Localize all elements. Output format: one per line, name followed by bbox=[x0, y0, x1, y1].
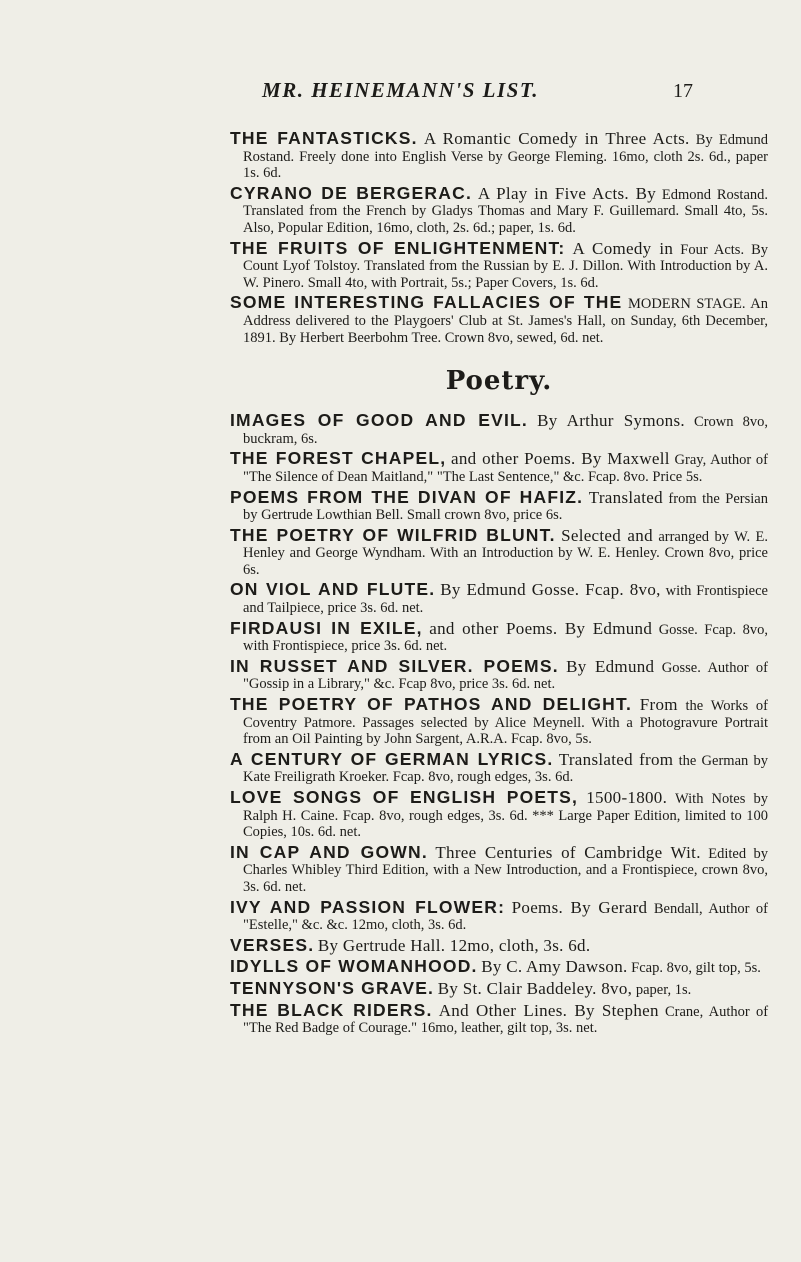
catalogue-entry bbox=[230, 292, 768, 346]
entry-title-trail: and other Poems. By Maxwell bbox=[451, 449, 670, 469]
page-number: 17 bbox=[673, 80, 693, 102]
entry-description: Edmond Rostand. Translated from the French by Gladys Thomas and Mary F. Guillemard. Small 4to, 5s. Also, Popular Edition, 16mo, cloth, 2s. 6d.; paper, 1s. 6d. bbox=[243, 186, 769, 236]
entry-title: SOME INTERESTING FALLACIES OF THE bbox=[230, 292, 623, 313]
entry-title: TENNYSON'S GRAVE. bbox=[230, 977, 435, 998]
entry-title: THE FOREST CHAPEL, bbox=[230, 448, 447, 469]
entry-description: Crane, Author of "The Red Badge of Courage." 16mo, leather, gilt top, 3s. net. bbox=[243, 1003, 769, 1037]
entry-title: THE FRUITS OF ENLIGHTENMENT: bbox=[230, 237, 566, 258]
catalogue-entry bbox=[230, 410, 768, 447]
catalogue-entry bbox=[230, 897, 768, 934]
entry-title-trail: Translated bbox=[588, 487, 663, 507]
catalogue-entry bbox=[230, 787, 768, 841]
entry-title-trail: Three Centuries of Cambridge Wit. bbox=[435, 842, 701, 862]
catalogue-entry bbox=[230, 525, 768, 579]
catalogue-entry bbox=[230, 978, 768, 999]
catalogue-entry bbox=[230, 618, 768, 655]
entry-description: Gray, Author of "The Silence of Dean Maitland," "The Last Sentence," &c. Fcap. 8vo. Price 5s. bbox=[243, 452, 769, 485]
entry-title-trail: From bbox=[639, 695, 678, 715]
catalogue-entry bbox=[230, 238, 768, 292]
drama-section bbox=[230, 128, 768, 346]
catalogue-entry bbox=[230, 1000, 768, 1037]
catalogue-entry bbox=[230, 656, 768, 693]
entry-description: the German by Kate Freiligrath Kroeker. Fcap. 8vo, rough edges, 3s. 6d. bbox=[243, 752, 769, 786]
catalogue-entry bbox=[230, 749, 768, 786]
entry-title: CYRANO DE BERGERAC. bbox=[230, 182, 473, 203]
entry-title: THE POETRY OF PATHOS AND DELIGHT. bbox=[230, 694, 633, 715]
entry-description: from the Persian by Gertrude Lowthian Bell. Small crown 8vo, price 6s. bbox=[243, 490, 768, 524]
entry-description: arranged by W. E. Henley and George Wyndham. With an Introduction by W. E. Henley. Crown 8vo, price 6s. bbox=[243, 528, 769, 578]
entry-title-trail: and other Poems. By Edmund bbox=[429, 618, 653, 638]
entry-title-trail: And Other Lines. By Stephen bbox=[438, 1000, 659, 1020]
entry-title: ON VIOL AND FLUTE. bbox=[230, 579, 436, 600]
entry-title-trail: By St. Clair Baddeley. 8vo, bbox=[437, 978, 633, 998]
entry-description: Gosse. Author of "Gossip in a Library," &c. Fcap 8vo, price 3s. 6d. net. bbox=[243, 659, 768, 693]
entry-description: Edited by Charles Whibley Third Edition, with a New Introduction, and a Frontispiece, crown 8vo, 3s. 6d. net. bbox=[243, 845, 769, 895]
entry-title: FIRDAUSI IN EXILE, bbox=[230, 617, 423, 638]
section-heading-poetry: Poetry. bbox=[445, 366, 553, 397]
entry-title: VERSES. bbox=[230, 934, 315, 955]
entry-title: LOVE SONGS OF ENGLISH POETS, bbox=[230, 787, 579, 807]
entry-title: IN CAP AND GOWN. bbox=[230, 841, 428, 862]
entry-description: Gosse. Fcap. 8vo, with Frontispiece, price 3s. 6d. net. bbox=[243, 621, 768, 655]
entry-title: IVY AND PASSION FLOWER: bbox=[230, 896, 506, 917]
entry-title-trail: Poems. By Gerard bbox=[511, 897, 648, 917]
entry-description: With Notes by Ralph H. Caine. Fcap. 8vo, rough edges, 3s. 6d. *** Large Paper Edition, limited to 100 Copies, 10s. 6d. net. bbox=[243, 791, 768, 841]
entry-description: paper, 1s. bbox=[635, 981, 692, 998]
entry-description: Fcap. 8vo, gilt top, 5s. bbox=[631, 960, 761, 977]
entry-description: Crown 8vo, buckram, 6s. bbox=[243, 414, 768, 447]
entry-title-trail: By C. Amy Dawson. bbox=[481, 957, 628, 977]
entry-title-trail: A Romantic Comedy in Three Acts. bbox=[423, 129, 690, 148]
entry-title: THE BLACK RIDERS. bbox=[230, 999, 433, 1020]
catalogue-entry bbox=[230, 128, 768, 182]
entry-description: Bendall, Author of "Estelle," &c. &c. 12mo, cloth, 3s. 6d. bbox=[243, 900, 768, 934]
entry-description: the Works of Coventry Patmore. Passages selected by Alice Meynell. With a Photogravure Portrait from an Oil Painting by John Sargent, A.R.A. Fcap. 8vo, 5s. bbox=[243, 698, 769, 748]
entry-title-trail: A Play in Five Acts. By bbox=[477, 183, 657, 203]
entry-title-trail: Selected and bbox=[561, 525, 653, 545]
catalogue-entry bbox=[230, 935, 768, 956]
entry-title: IDYLLS OF WOMANHOOD. bbox=[230, 956, 478, 977]
entry-description: Four Acts. By Count Lyof Tolstoy. Translated from the Russian by E. J. Dillon. With Introduction by A. W. Pinero. Small 4to, with Portrait, 5s.; Paper Covers, 1s. 6d. bbox=[243, 241, 769, 291]
poetry-section bbox=[230, 410, 768, 1037]
entry-title-trail: By Edmund bbox=[566, 656, 655, 676]
catalogue-entry bbox=[230, 183, 768, 237]
entry-description: MODERN STAGE. An Address delivered to the Playgoers' Club at St. James's Hall, on Sunday, 6th December, 1891. By Herbert Beerbohm Tree. Crown 8vo, sewed, 6d. net. bbox=[243, 296, 768, 346]
catalogue-entry bbox=[230, 694, 768, 748]
entry-description: By Edmund Rostand. Freely done into English Verse by George Fleming. 16mo, cloth 2s. 6d., paper 1s. 6d. bbox=[243, 132, 769, 182]
entry-title: IN RUSSET AND SILVER. POEMS. bbox=[230, 655, 559, 676]
catalogue-entry bbox=[230, 842, 768, 896]
entry-title-trail: By Gertrude Hall. 12mo, cloth, 3s. 6d. bbox=[317, 935, 591, 955]
catalogue-entry bbox=[230, 487, 768, 524]
entry-title: THE POETRY OF WILFRID BLUNT. bbox=[230, 524, 556, 545]
entry-title-trail: By Arthur Symons. bbox=[537, 411, 685, 431]
entry-title-trail: 1500-1800. bbox=[586, 788, 668, 807]
catalogue-entry bbox=[230, 956, 768, 977]
running-title: MR. HEINEMANN'S LIST. bbox=[262, 78, 539, 102]
entry-title: A CENTURY OF GERMAN LYRICS. bbox=[230, 748, 554, 769]
entry-title: IMAGES OF GOOD AND EVIL. bbox=[230, 410, 528, 431]
catalogue-entry bbox=[230, 448, 768, 485]
entry-description: with Frontispiece and Tailpiece, price 3s. 6d. net. bbox=[243, 583, 768, 617]
entry-title-trail: Translated from bbox=[558, 749, 674, 769]
catalogue-entry bbox=[230, 579, 768, 616]
entry-title: THE FANTASTICKS. bbox=[230, 128, 418, 148]
entry-title-trail: A Comedy in bbox=[572, 238, 674, 258]
catalogue-list bbox=[230, 128, 768, 1038]
entry-title: POEMS FROM THE DIVAN OF HAFIZ. bbox=[230, 486, 584, 507]
entry-title-trail: By Edmund Gosse. Fcap. 8vo, bbox=[440, 580, 661, 600]
